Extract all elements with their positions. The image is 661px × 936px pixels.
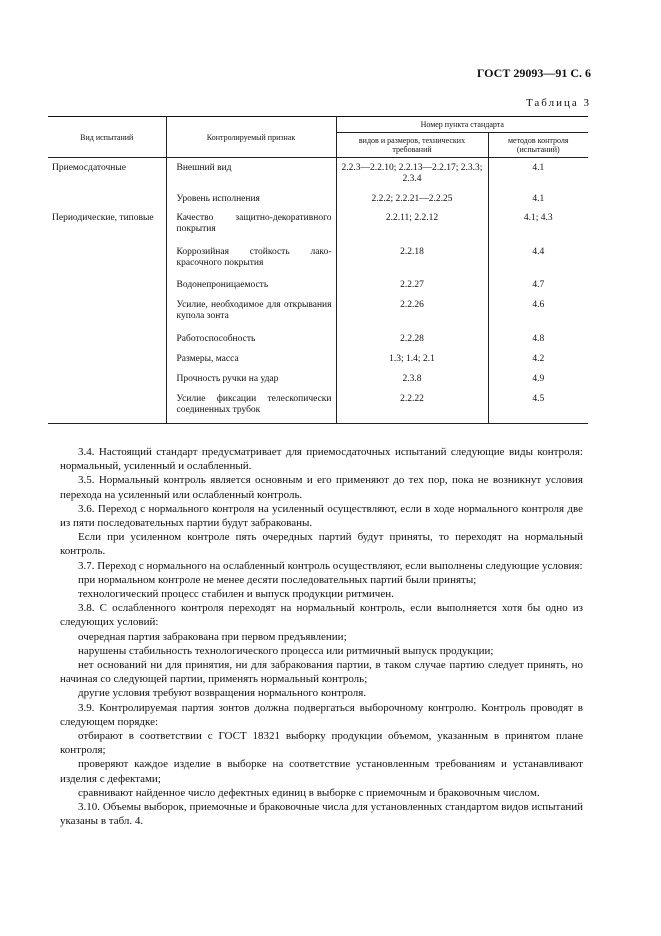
cell-methods: 4.7 [488, 280, 588, 300]
paragraph: нарушены стабильность технологического процесса или ритмичный выпуск продукции; [78, 644, 494, 657]
paragraph: проверяют каждое изделие в выборке на соответствие установленным требованиям и устанавливают изделия с дефектами; [60, 758, 583, 785]
cell-requirements: 2.2.3—2.2.10; 2.2.13—2.2.17; 2.3.3; 2.3.4 [336, 158, 488, 194]
paragraph: 3.6. Переход с нормального контроля на усиленный осуществляют, если в ходе нормального контроля две из пяти последовательных партии будут забракованы. [60, 502, 583, 530]
cell-feature: Усилие фиксации телескопически соединенных трубок [166, 394, 336, 424]
table-row [48, 394, 588, 424]
col-requirements: видов и размеров, технических требований [336, 133, 488, 158]
cell-feature: Усилие, необходимое для открывания купола зонта [166, 300, 336, 334]
cell-methods: 4.1; 4.3 [488, 213, 588, 247]
test-table [48, 116, 588, 424]
table-row [48, 158, 588, 194]
cell-requirements: 2.2.28 [336, 334, 488, 354]
cell-methods: 4.5 [488, 394, 588, 424]
table-row [48, 300, 588, 334]
cell-feature: Уровень исполнения [166, 194, 336, 213]
cell-feature: Коррозийная стойкость лакокрасочного покрытия [166, 247, 336, 280]
cell-methods: 4.2 [488, 354, 588, 374]
table-row [48, 194, 588, 213]
cell-test-kind [48, 394, 166, 424]
paragraph: другие условия требуют возвращения нормального контроля. [78, 687, 367, 700]
cell-test-kind: Периодические, типовые [48, 213, 166, 247]
paragraph: 3.8. С ослабленного контроля переходят на нормальный контроль, если выполняется хотя бы одно из следующих условий: [60, 602, 583, 629]
cell-feature: Внешний вид [166, 158, 336, 194]
cell-methods: 4.1 [488, 158, 588, 194]
cell-test-kind [48, 300, 166, 334]
paragraph: очередная партия забракована при первом предъявлении; [78, 630, 347, 643]
paragraph: сравнивают найденное число дефектных единиц в выборке с приемочным и браковочным числом. [78, 786, 540, 799]
cell-test-kind [48, 374, 166, 394]
col-test-kind: Вид испытаний [48, 117, 166, 158]
paragraph: Если при усиленном контроле пять очередных партий будут приняты, то переходят на нормальный контроль. [60, 531, 583, 558]
table-row [48, 247, 588, 280]
cell-requirements: 2.2.2; 2.2.21—2.2.25 [336, 194, 488, 213]
cell-feature: Прочность ручки на удар [166, 374, 336, 394]
cell-test-kind [48, 334, 166, 354]
table-row [48, 213, 588, 247]
col-feature: Контролируемый признак [166, 117, 336, 158]
cell-requirements: 2.2.27 [336, 280, 488, 300]
cell-test-kind [48, 247, 166, 280]
cell-test-kind: Приемосдаточные [48, 158, 166, 194]
cell-requirements: 2.2.22 [336, 394, 488, 424]
cell-feature: Водонепроницаемость [166, 280, 336, 300]
cell-requirements: 2.3.8 [336, 374, 488, 394]
cell-methods: 4.9 [488, 374, 588, 394]
cell-feature: Размеры, масса [166, 354, 336, 374]
paragraph: 3.5. Нормальный контроль является основным и его применяют до тех пор, пока не возникнут условия перехода на усиленный или ослабленный контроль. [60, 474, 583, 501]
paragraph: отбирают в соответствии с ГОСТ 18321 выборку продукции объемом, указанным в принятом плане контроля; [60, 730, 583, 757]
cell-requirements: 2.2.11; 2.2.12 [336, 213, 488, 247]
paragraph: 3.10. Объемы выборок, приемочные и браковочные числа для установленных стандартом видов испытаний указаны в табл. 4. [60, 801, 583, 828]
cell-methods: 4.8 [488, 334, 588, 354]
cell-methods: 4.6 [488, 300, 588, 334]
cell-methods: 4.4 [488, 247, 588, 280]
cell-feature: Работоспособность [166, 334, 336, 354]
paragraph: 3.4. Настоящий стандарт предусматривает для приемосдаточных испытаний следующие виды контроля: нормальный, усиленный и ослабленный. [60, 446, 583, 473]
table-row [48, 354, 588, 374]
paragraph: при нормальном контроле не менее десяти последовательных партий были приняты; [78, 573, 477, 586]
paragraph: 3.9. Контролируемая партия зонтов должна подвергаться выборочному контролю. Контроль проводят в следующем порядке: [60, 701, 583, 728]
cell-test-kind [48, 194, 166, 213]
cell-requirements: 1.3; 1.4; 2.1 [336, 354, 488, 374]
table-row [48, 374, 588, 394]
paragraph: 3.7. Переход с нормального на ослабленный контроль осуществляют, если выполнены следующие условия: [78, 559, 583, 572]
cell-feature: Качество защитно-декоративного покрытия [166, 213, 336, 247]
cell-test-kind [48, 280, 166, 300]
paragraph: нет оснований ни для принятия, ни для забракования партии, в таком случае партию следует принять, но начиная со следующей партии, применять нормальный контроль; [60, 659, 583, 686]
cell-requirements: 2.2.26 [336, 300, 488, 334]
document-header: ГОСТ 29093—91 С. 6 [476, 66, 591, 80]
table-caption: Таблица 3 [525, 97, 591, 109]
body-text [60, 445, 583, 828]
table-row [48, 334, 588, 354]
col-clause-group: Номер пункта стандарта [336, 117, 588, 133]
table-row [48, 280, 588, 300]
cell-test-kind [48, 354, 166, 374]
cell-methods: 4.1 [488, 194, 588, 213]
paragraph: технологический процесс стабилен и выпуск продукции ритмичен. [78, 588, 394, 601]
cell-requirements: 2.2.18 [336, 247, 488, 280]
col-methods: методов контроля (испытаний) [488, 133, 588, 158]
